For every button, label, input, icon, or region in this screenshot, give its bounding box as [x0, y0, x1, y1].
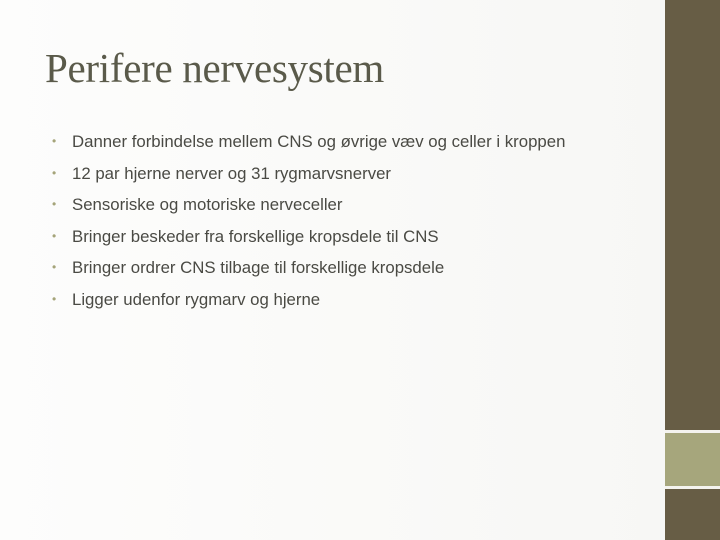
bullet-item: [52, 225, 612, 248]
bullet-list: [52, 130, 612, 320]
bullet-marker: •: [52, 134, 57, 148]
decorative-side-band: [665, 0, 720, 540]
bullet-item: [52, 256, 612, 279]
bullet-marker: •: [52, 165, 57, 180]
bullet-marker: •: [52, 291, 57, 306]
side-band-light-block: [665, 433, 720, 486]
side-band-dark-bottom: [665, 489, 720, 540]
bullet-text: Bringer ordrer CNS tilbage til forskellige kropsdele: [72, 258, 445, 278]
bullet-text: Bringer beskeder fra forskellige kropsdele til CNS: [72, 226, 439, 246]
bullet-text: Sensoriske og motoriske nerveceller: [72, 195, 343, 215]
bullet-item: [52, 288, 612, 311]
bullet-marker: •: [52, 197, 57, 212]
bullet-marker: •: [52, 260, 57, 275]
bullet-text: Ligger udenfor rygmarv og hjerne: [72, 289, 321, 309]
slide-title: Perifere nervesystem: [45, 45, 384, 91]
bullet-item: [52, 130, 612, 153]
bullet-item: [52, 162, 612, 185]
bullet-text: 12 par hjerne nerver og 31 rygmarvsnerver: [72, 163, 391, 183]
bullet-item: [52, 193, 612, 216]
bullet-marker: •: [52, 228, 57, 243]
bullet-text: Danner forbindelse mellem CNS og øvrige væv og celler i kroppen: [72, 132, 566, 151]
side-band-dark-top: [665, 0, 720, 430]
